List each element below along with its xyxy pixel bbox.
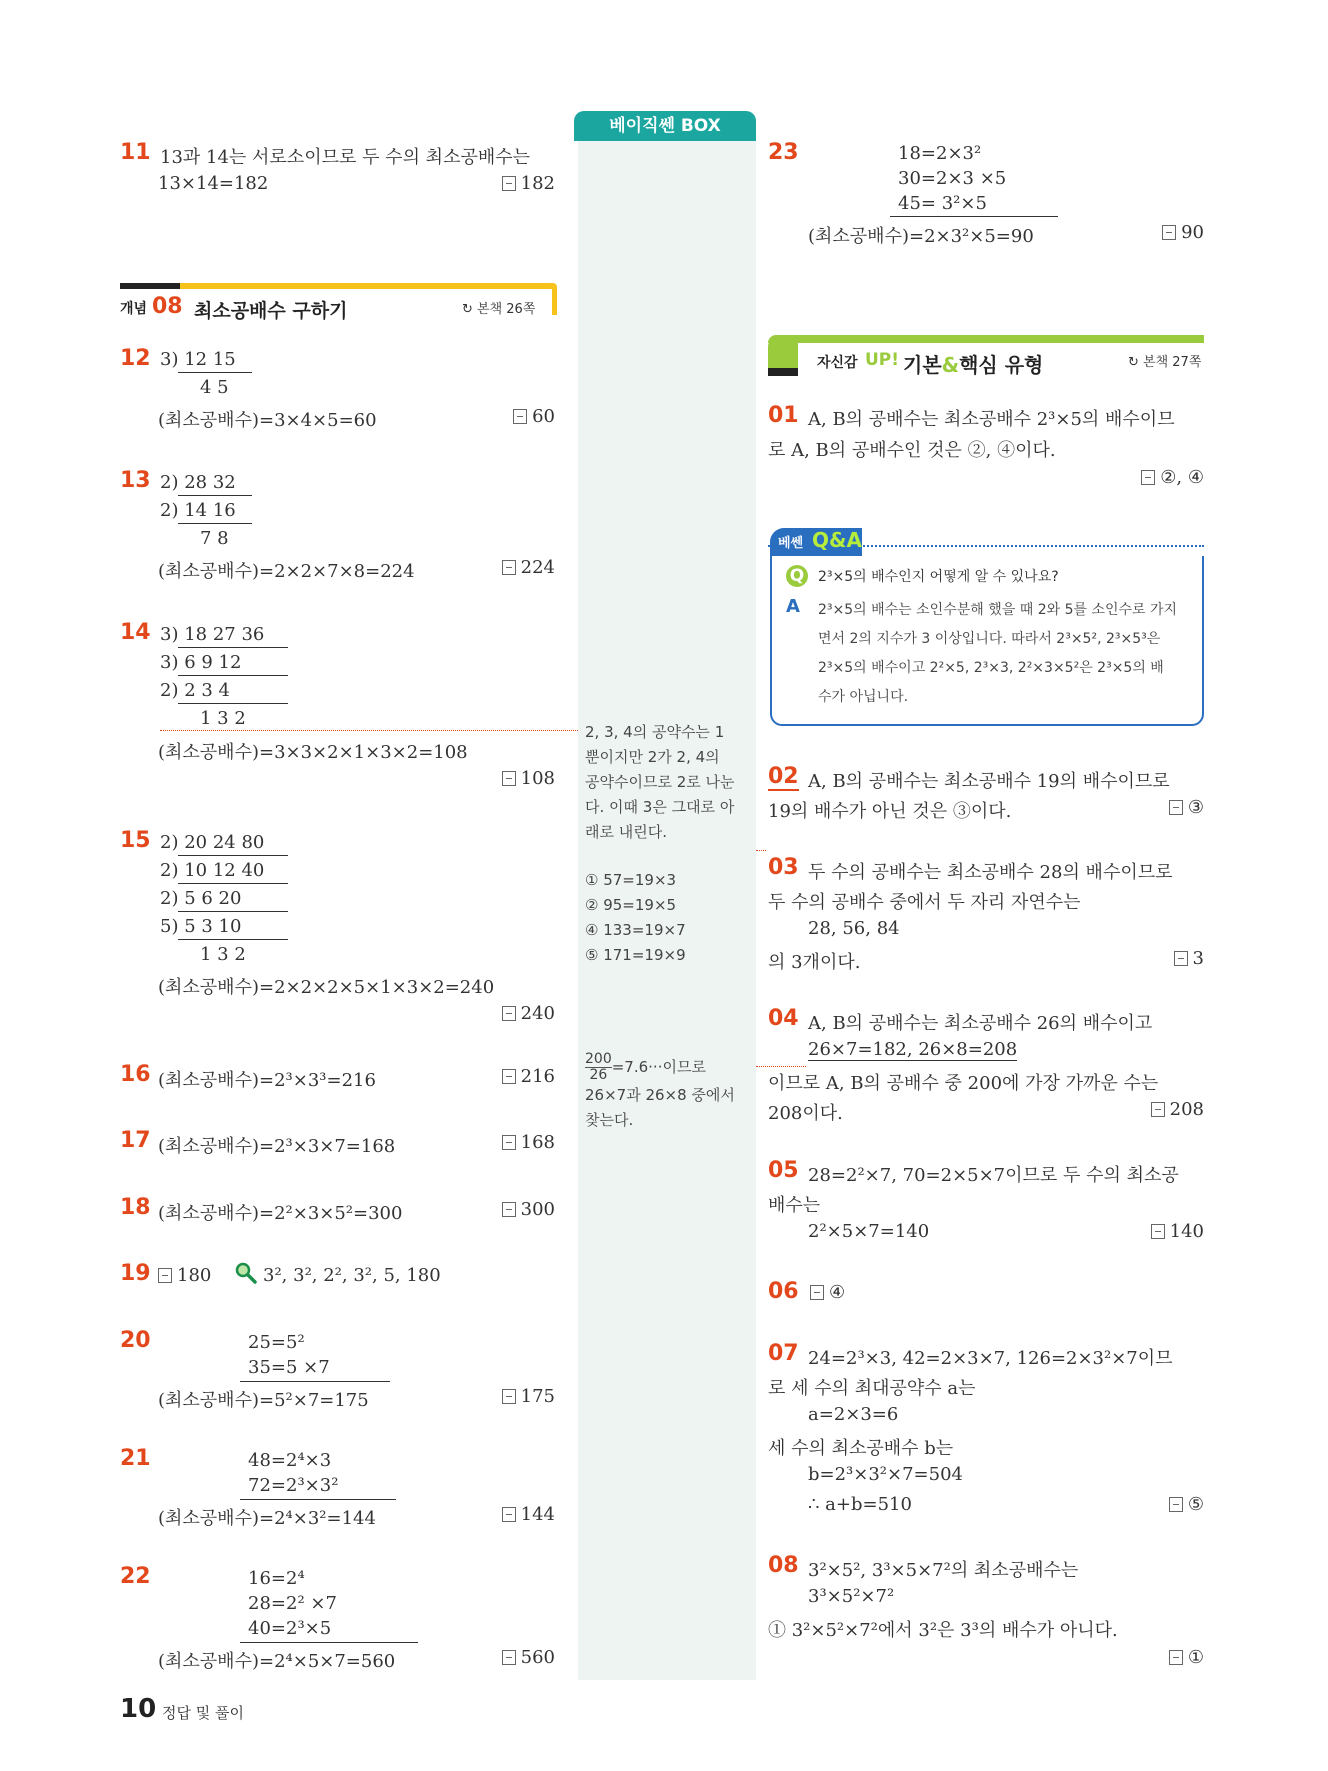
- answer-icon: [502, 1135, 516, 1150]
- answer-icon: [1169, 1650, 1183, 1665]
- problem-17-answer: 168: [502, 1132, 555, 1153]
- problem-11-answer: 182: [502, 173, 555, 194]
- concept-ref: ↻ 본책 26쪽: [462, 302, 536, 317]
- problem-02-text: 19의 배수가 아닌 것은 ③이다.: [768, 801, 1012, 822]
- problem-02-number: 02: [768, 764, 799, 789]
- concept-tag: 개념: [120, 301, 148, 317]
- problem-01-answer: ②, ④: [1141, 467, 1204, 488]
- qa-question: 2³×5의 배수인지 어떻게 알 수 있나요?: [818, 569, 1059, 585]
- problem-05-answer: 140: [1151, 1221, 1204, 1242]
- problem-15-result: (최소공배수)=2×2×2×5×1×3×2=240: [158, 977, 495, 998]
- problem-23-row: 30=2×3 ×5: [898, 168, 1007, 189]
- problem-21-number: 21: [120, 1446, 151, 1471]
- problem-18-result: (최소공배수)=2²×3×5²=300: [158, 1203, 403, 1224]
- problem-22-result: (최소공배수)=2⁴×5×7=560: [158, 1651, 396, 1672]
- side-box-title: 베이직쎈 BOX: [574, 111, 756, 141]
- concept-title: 최소공배수 구하기: [194, 300, 348, 322]
- problem-18-number: 18: [120, 1195, 151, 1220]
- problem-17-number: 17: [120, 1128, 151, 1153]
- problem-11-number: 11: [120, 140, 151, 165]
- problem-11-text: 13과 14는 서로소이므로 두 수의 최소공배수는: [160, 147, 531, 168]
- answer-icon: [1151, 1224, 1165, 1239]
- up-title: 기본&핵심 유형: [903, 353, 1044, 377]
- problem-19-answer: 180: [158, 1265, 211, 1286]
- answer-icon: [502, 176, 516, 191]
- problem-12-quotient: 4 5: [200, 377, 229, 398]
- connector-04: [756, 1066, 806, 1067]
- problem-04-text: 208이다.: [768, 1103, 843, 1124]
- problem-04-answer: 208: [1151, 1099, 1204, 1120]
- problem-08-answer: ①: [1169, 1647, 1204, 1668]
- problem-03-answer: 3: [1174, 948, 1204, 969]
- problem-01-text: A, B의 공배수는 최소공배수 2³×5의 배수이므: [808, 409, 1175, 430]
- problem-01-text: 로 A, B의 공배수인 것은 ②, ④이다.: [768, 440, 1056, 461]
- problem-06-number: 06: [768, 1279, 799, 1304]
- problem-14-result: (최소공배수)=3×3×2×1×3×2=108: [158, 742, 468, 763]
- problem-14-row: 2) 2 3 4: [160, 680, 230, 701]
- problem-07-text: 로 세 수의 최대공약수 a는: [768, 1378, 976, 1399]
- problem-05-text: 배수는: [768, 1195, 821, 1216]
- connector-14: [160, 730, 578, 731]
- problem-22-row: 40=2³×5: [248, 1618, 332, 1639]
- page-footer-label: 정답 및 풀이: [162, 1704, 244, 1722]
- problem-20-row: 35=5 ×7: [248, 1357, 330, 1378]
- magnifier-icon: [235, 1262, 257, 1289]
- problem-07-text: b=2³×3²×7=504: [808, 1464, 963, 1485]
- problem-08-text: 3²×5², 3³×5×7²의 최소공배수는: [808, 1560, 1079, 1581]
- problem-15-answer: 240: [502, 1003, 555, 1024]
- problem-15-row: 5) 5 3 10: [160, 916, 242, 937]
- problem-16-result: (최소공배수)=2³×3³=216: [158, 1070, 376, 1091]
- answer-icon: [502, 1006, 516, 1021]
- problem-20-answer: 175: [502, 1386, 555, 1407]
- problem-16-answer: 216: [502, 1066, 555, 1087]
- problem-05-text: 2²×5×7=140: [808, 1221, 930, 1242]
- answer-icon: [502, 771, 516, 786]
- problem-12-result: (최소공배수)=3×4×5=60: [158, 410, 377, 431]
- up-header-bar: [768, 335, 1204, 343]
- problem-13-number: 13: [120, 468, 151, 493]
- side-note-2: ① 57=19×3 ② 95=19×5 ④ 133=19×7 ⑤ 171=19×9: [585, 871, 686, 964]
- problem-15-row: 2) 10 12 40: [160, 860, 265, 881]
- problem-20-number: 20: [120, 1328, 151, 1353]
- problem-14-number: 14: [120, 620, 151, 645]
- problem-03-number: 03: [768, 855, 799, 880]
- problem-04-text: A, B의 공배수는 최소공배수 26의 배수이고: [808, 1013, 1153, 1034]
- problem-07-answer: ⑤: [1169, 1494, 1204, 1515]
- problem-11-calc: 13×14=182: [158, 173, 269, 194]
- problem-03-text: 28, 56, 84: [808, 918, 900, 939]
- side-note-3: $\frac{200}{26}$ =7.6···이므로 26×7과 26×8 중에서 찾는다.: [585, 1051, 735, 1129]
- problem-21-result: (최소공배수)=2⁴×3²=144: [158, 1508, 376, 1529]
- answer-icon: [502, 1650, 516, 1665]
- problem-23-result: (최소공배수)=2×3²×5=90: [808, 226, 1034, 247]
- problem-18-answer: 300: [502, 1199, 555, 1220]
- side-note-1: 2, 3, 4의 공약수는 1 뿐이지만 2가 2, 4의 공약수이므로 2로 나눈 다. 이때 3은 그대로 아 래로 내린다.: [585, 723, 735, 841]
- up-label: UP!: [865, 350, 900, 370]
- answer-icon: [1169, 1497, 1183, 1512]
- problem-13-answer: 224: [502, 557, 555, 578]
- a-icon: A: [786, 596, 800, 617]
- page-number: 10: [120, 1694, 157, 1724]
- problem-14-quotient: 1 3 2: [200, 708, 246, 729]
- answer-icon: [158, 1268, 172, 1283]
- problem-13-quotient: 7 8: [200, 528, 229, 549]
- problem-19-number: 19: [120, 1261, 151, 1286]
- problem-05-number: 05: [768, 1158, 799, 1183]
- problem-12-div-row: 3) 12 15: [160, 349, 236, 370]
- problem-23-answer: 90: [1162, 222, 1204, 243]
- problem-21-answer: 144: [502, 1504, 555, 1525]
- answer-icon: [810, 1285, 824, 1300]
- up-ref: ↻ 본책 27쪽: [1128, 355, 1202, 370]
- answer-icon: [513, 409, 527, 424]
- answer-icon: [1141, 470, 1155, 485]
- problem-06-answer: ④: [810, 1282, 845, 1303]
- concept-number: 08: [152, 294, 183, 319]
- problem-02-text: A, B의 공배수는 최소공배수 19의 배수이므로: [808, 771, 1170, 792]
- answer-icon: [502, 1202, 516, 1217]
- problem-15-number: 15: [120, 828, 151, 853]
- problem-07-text: ∴ a+b=510: [808, 1494, 912, 1515]
- problem-23-number: 23: [768, 140, 799, 165]
- problem-03-text: 두 수의 공배수는 최소공배수 28의 배수이므로: [808, 862, 1173, 883]
- problem-08-number: 08: [768, 1553, 799, 1578]
- problem-04-number: 04: [768, 1006, 799, 1031]
- problem-14-row: 3) 6 9 12: [160, 652, 242, 673]
- answer-icon: [502, 1389, 516, 1404]
- problem-23-row: 18=2×3²: [898, 143, 982, 164]
- problem-14-row: 3) 18 27 36: [160, 624, 265, 645]
- answer-icon: [502, 1507, 516, 1522]
- problem-14-answer: 108: [502, 768, 555, 789]
- problem-21-row: 48=2⁴×3: [248, 1450, 332, 1471]
- answer-icon: [1162, 225, 1176, 240]
- problem-13-result: (최소공배수)=2×2×7×8=224: [158, 561, 415, 582]
- problem-13-row: 2) 28 32: [160, 472, 236, 493]
- problem-03-text: 의 3개이다.: [768, 952, 861, 973]
- problem-08-text: ① 3²×5²×7²에서 3²은 3³의 배수가 아니다.: [768, 1620, 1118, 1641]
- problem-15-quotient: 1 3 2: [200, 944, 246, 965]
- problem-13-row: 2) 14 16: [160, 500, 236, 521]
- answer-icon: [502, 1069, 516, 1084]
- problem-22-row: 28=2² ×7: [248, 1593, 337, 1614]
- problem-22-number: 22: [120, 1564, 151, 1589]
- problem-12-answer: 60: [513, 406, 555, 427]
- problem-21-row: 72=2³×3²: [248, 1475, 339, 1496]
- concept-header-bar: [120, 283, 557, 289]
- problem-20-result: (최소공배수)=5²×7=175: [158, 1390, 369, 1411]
- problem-17-result: (최소공배수)=2³×3×7=168: [158, 1136, 396, 1157]
- problem-22-answer: 560: [502, 1647, 555, 1668]
- problem-04-text: 이므로 A, B의 공배수 중 200에 가장 가까운 수는: [768, 1073, 1159, 1094]
- problem-01-number: 01: [768, 403, 799, 428]
- problem-12-number: 12: [120, 346, 151, 371]
- qa-label: 베쎈 Q&A: [770, 528, 862, 556]
- problem-23-row: 45= 3²×5: [898, 193, 987, 214]
- connector-03: [756, 850, 766, 851]
- problem-07-number: 07: [768, 1341, 799, 1366]
- problem-07-text: a=2×3=6: [808, 1404, 899, 1425]
- problem-15-row: 2) 20 24 80: [160, 832, 265, 853]
- q-icon: Q: [786, 565, 808, 587]
- problem-07-text: 세 수의 최소공배수 b는: [768, 1438, 954, 1459]
- answer-icon: [1151, 1102, 1165, 1117]
- problem-19-hint: 3², 3², 2², 3², 5, 180: [263, 1265, 441, 1286]
- problem-20-row: 25=5²: [248, 1332, 305, 1353]
- answer-icon: [1169, 800, 1183, 815]
- problem-05-text: 28=2²×7, 70=2×5×7이므로 두 수의 최소공: [808, 1165, 1179, 1186]
- answer-icon: [1174, 951, 1188, 966]
- problem-03-text: 두 수의 공배수 중에서 두 자리 자연수는: [768, 892, 1081, 913]
- problem-07-text: 24=2³×3, 42=2×3×7, 126=2×3²×7이므: [808, 1348, 1173, 1369]
- problem-22-row: 16=2⁴: [248, 1568, 305, 1589]
- problem-08-text: 3³×5²×7²: [808, 1586, 895, 1607]
- up-tag: 자신감: [817, 355, 858, 371]
- problem-04-text: 26×7=182, 26×8=208: [808, 1039, 1018, 1060]
- problem-16-number: 16: [120, 1062, 151, 1087]
- answer-icon: [502, 560, 516, 575]
- problem-15-row: 2) 5 6 20: [160, 888, 242, 909]
- problem-02-answer: ③: [1169, 797, 1204, 818]
- qa-answer: 2³×5의 배수는 소인수분해 했을 때 2와 5를 소인수로 가지 면서 2의 지수가 3 이상입니다. 따라서 2³×5², 2³×5³은 2³×5의 배수이고 2²×5, 2³×3, 2²×3×5²은 2³×5의 배 수가 아닙니다.: [818, 602, 1178, 705]
